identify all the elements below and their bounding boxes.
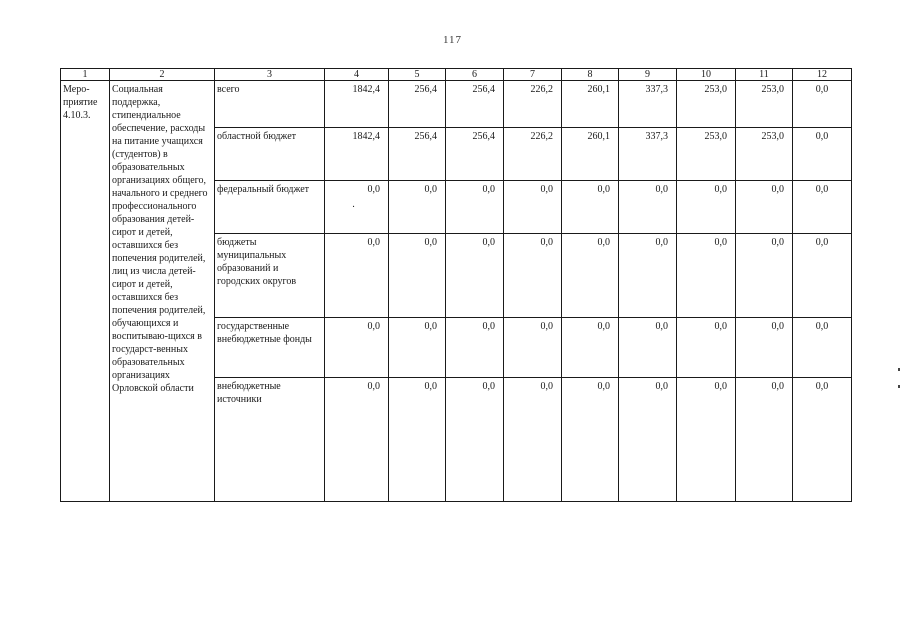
- value-cell: 0,0: [389, 234, 446, 318]
- funding-source: федеральный бюджет: [215, 181, 325, 234]
- value-cell: 0,0: [389, 318, 446, 378]
- value-cell: 0,0: [793, 128, 852, 181]
- value-cell: 0,0: [446, 318, 504, 378]
- value-cell: 0,0: [736, 234, 793, 318]
- column-number: 5: [389, 69, 446, 81]
- column-number: 4: [325, 69, 389, 81]
- value-cell: 0,0: [325, 234, 389, 318]
- value-cell: 260,1: [562, 81, 619, 128]
- budget-table: [60, 68, 852, 502]
- column-number: 7: [504, 69, 562, 81]
- value-cell: 0,0: [793, 378, 852, 502]
- column-number: 3: [215, 69, 325, 81]
- funding-source: бюджеты муниципальных образований и городских округов: [215, 234, 325, 318]
- value-cell: 0,0: [446, 234, 504, 318]
- scan-margin-marks: [898, 368, 904, 402]
- value-cell: 0,0: [325, 378, 389, 502]
- value-cell: 256,4: [446, 128, 504, 181]
- value-cell: 0,0: [504, 378, 562, 502]
- value-text: 0,0: [367, 184, 380, 195]
- table-row: [61, 81, 852, 128]
- value-cell: 0,0: [793, 234, 852, 318]
- value-cell: 0,0: [677, 378, 736, 502]
- value-cell: 337,3: [619, 128, 677, 181]
- value-cell: 0,0: [736, 318, 793, 378]
- value-cell: 0,0: [619, 378, 677, 502]
- value-cell: 253,0: [736, 128, 793, 181]
- value-cell: 0,0: [619, 318, 677, 378]
- value-cell: 0,0: [736, 181, 793, 234]
- value-cell: 226,2: [504, 128, 562, 181]
- column-number: 10: [677, 69, 736, 81]
- column-number: 12: [793, 69, 852, 81]
- value-cell: 256,4: [389, 81, 446, 128]
- value-cell: 0,0: [446, 378, 504, 502]
- value-cell: 0,0: [562, 378, 619, 502]
- value-cell: 253,0: [736, 81, 793, 128]
- value-cell: [325, 181, 389, 234]
- value-cell: 0,0: [446, 181, 504, 234]
- value-cell: 0,0: [793, 81, 852, 128]
- value-cell: 0,0: [677, 181, 736, 234]
- value-cell: 260,1: [562, 128, 619, 181]
- funding-source: областной бюджет: [215, 128, 325, 181]
- column-number: 11: [736, 69, 793, 81]
- value-cell: 1842,4: [325, 81, 389, 128]
- value-cell: 256,4: [389, 128, 446, 181]
- scan-dot-mark: ·: [351, 202, 356, 213]
- value-cell: 0,0: [677, 234, 736, 318]
- value-cell: 0,0: [736, 378, 793, 502]
- value-cell: 0,0: [793, 318, 852, 378]
- value-cell: 0,0: [504, 318, 562, 378]
- funding-source: всего: [215, 81, 325, 128]
- funding-source: внебюджетные источники: [215, 378, 325, 502]
- value-cell: 0,0: [793, 181, 852, 234]
- event-code: Меро-приятие 4.10.3.: [61, 81, 110, 502]
- column-number: 1: [61, 69, 110, 81]
- value-cell: 0,0: [619, 181, 677, 234]
- event-description: Социальная поддержка, стипендиальное обеспечение, расходы на питание учащихся (студентов) в образовательных организациях общего, начального и среднего профессионального образования детей-сирот и детей, оставшихся без попечения родителей, лиц из числа детей-сирот и детей, оставшихся без попечения родителей, обучающихся и воспитываю-щихся в государст-венных образовательных организациях Орловской области: [110, 81, 215, 502]
- value-cell: 0,0: [619, 234, 677, 318]
- scan-mark: [898, 368, 900, 371]
- value-cell: 0,0: [562, 318, 619, 378]
- value-cell: 0,0: [504, 181, 562, 234]
- value-cell: 0,0: [677, 318, 736, 378]
- column-number: 8: [562, 69, 619, 81]
- value-cell: 226,2: [504, 81, 562, 128]
- value-cell: 253,0: [677, 128, 736, 181]
- value-cell: 1842,4: [325, 128, 389, 181]
- value-cell: 0,0: [389, 181, 446, 234]
- value-cell: 0,0: [562, 181, 619, 234]
- column-number: 9: [619, 69, 677, 81]
- value-cell: 256,4: [446, 81, 504, 128]
- funding-source: государственные внебюджетные фонды: [215, 318, 325, 378]
- page-number: 117: [442, 34, 463, 46]
- value-cell: 253,0: [677, 81, 736, 128]
- value-cell: 0,0: [325, 318, 389, 378]
- column-number: 6: [446, 69, 504, 81]
- value-cell: 0,0: [562, 234, 619, 318]
- column-number-row: [61, 69, 852, 81]
- value-cell: 0,0: [504, 234, 562, 318]
- scan-mark: [898, 385, 900, 388]
- column-number: 2: [110, 69, 215, 81]
- value-cell: 337,3: [619, 81, 677, 128]
- value-cell: 0,0: [389, 378, 446, 502]
